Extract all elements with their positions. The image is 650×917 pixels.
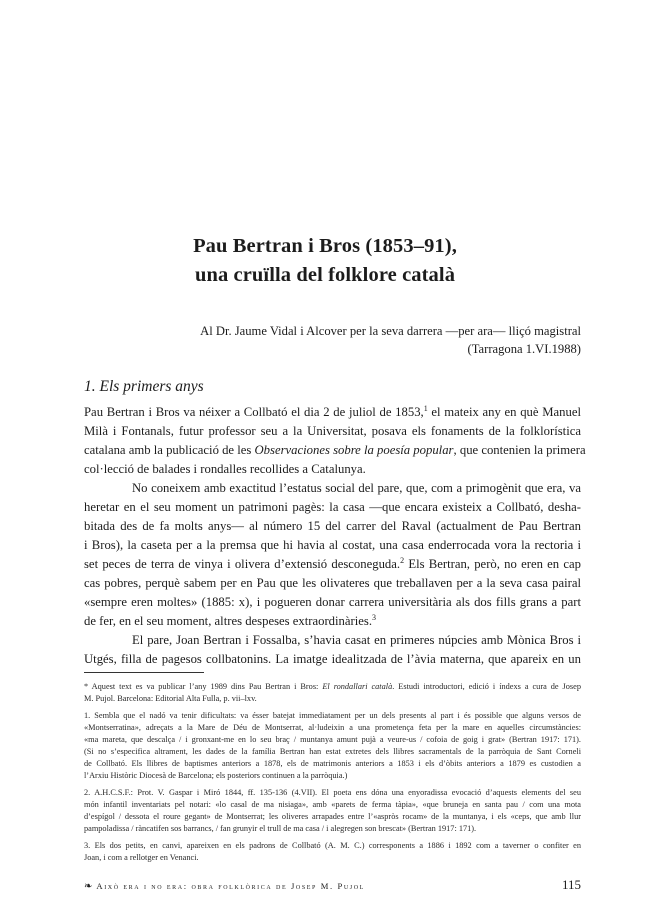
footnote-line: l’Arxiu Històric Diocesà de Barcelona; els posteriors continuen a la parròquia.) (84, 771, 348, 780)
footnote-line: món infantil inventariats pel notari: «lo casal de ma nisiaga», amb «parets de ferma tàpia», «que bruneja en santa pau / com una mota (84, 800, 581, 809)
footnote-line: M. Pujol. Barcelona: Editorial Alta Fulla, p. vii–lxv. (84, 694, 257, 703)
footnote-line: d’espígol / dessota el roure gegant» de Montserrat; les oliveres arrapades entre l’«aspròs rocam» de la muntanya, i els «ceps, que amb llur (84, 812, 581, 821)
footnote-line: pampoladissa / ràncatifen sos barrancs, / fan grunyir el trull de ma casa / i alegregen son brescat» (Bertran 1917: 171). (84, 824, 477, 833)
body-line: cas pobres, perquè sabem per en Pau que les olivateres que treballaven per a la seva casa pairal (84, 576, 581, 590)
footnote-line: 2. A.H.C.S.F.: Prot. V. Gaspar i Miró 1844, ff. 135-136 (4.VII). El poeta ens dóna una enyoradissa evocació d’aquests elements del seu (84, 788, 581, 797)
chapter-title-line-2: una cruïlla del folklore català (194, 264, 456, 286)
footnote-ref: 2 (400, 555, 405, 565)
body-line: set peces de terra de vinya i olivera d’extensió desconeguda.$^2$ Els Bertran, però, no eren en cap (84, 555, 581, 571)
running-footer (84, 880, 365, 893)
footnote-separator (84, 672, 204, 673)
body-line: El pare, Joan Bertran i Fossalba, s’havia casat en primeres núpcies amb Mònica Bros i (132, 633, 581, 647)
body-line: bitada des de fa molts anys— al número 15 del carrer del Raval (actualment de Pau Bertran (84, 519, 581, 533)
body-line: col·lecció de balades i rondalles recollides a Catalunya. (84, 462, 366, 476)
dedication-line-1: Al Dr. Jaume Vidal i Alcover per la seva darrera —per ara— lliçó magistral (200, 324, 581, 338)
footnote-line: «Montserratina», adreçats a la Mare de Déu de Montserrat, al·ludeixin a una prometença feta per la mare en aquelles circumstàncies: (84, 723, 581, 732)
page-number: 115 (561, 877, 581, 892)
footnote-line: 3. Els dos petits, en canvi, apareixen en els padrons de Collbató (A. M. C.) corresponents a 1886 i 1892 com a taverner o confiter en (84, 841, 581, 850)
dedication-line-2: (Tarragona 1.VI.1988) (467, 342, 581, 356)
footnote-line: 1. Sembla que el nadó va tenir dificultats: va ésser batejat immediatament per un dels presents al part i és possible que alguns versos de (84, 711, 581, 720)
body-line: Utgés, filla de pagesos collbatonins. La imatge idealitzada de l’àvia materna, que apareix en un (84, 652, 581, 666)
body-line: heretar en el seu moment un patrimoni pagès: la casa —que encara existeix a Collbató, desha- (84, 500, 581, 514)
footnote-ref: 1 (423, 403, 428, 413)
running-title: Això era i no era: obra folklòrica de Josep M. Pujol (96, 881, 365, 891)
footnote-line: Joan, i com a rellotger en Venanci. (84, 853, 199, 862)
body-line: Milà i Fontanals, futur professor seu a la Universitat, posava els fonaments de la folklorística (84, 424, 581, 438)
chapter-title-line-1: Pau Bertran i Bros (1853–91), (193, 235, 457, 257)
body-line: No coneixem amb exactitud l’estatus social del pare, que, com a primogènit que era, va (132, 481, 581, 495)
body-line: i Bros), la caseta per a la premsa que hi havia al costat, una casa enderrocada vora la rectoria i (84, 538, 581, 552)
body-line: de fer, en el seu moment, altres despeses extraordinàries.$^3$ (84, 612, 377, 628)
leaf-ornament-icon: ❧ (84, 881, 93, 892)
body-line: catalana amb la publicació de les Observaciones sobre la poesía popular, que contenien la primera (84, 443, 586, 457)
body-line: Pau Bertran i Bros va néixer a Collbató el dia 2 de juliol de 1853,$^1$ el mateix any en què Manuel (84, 403, 581, 419)
footnote-ref: 3 (372, 612, 377, 622)
section-heading: 1. Els primers anys (84, 378, 204, 395)
body-line: «sempre eren moltes» (1885: x), i pogueren donar carrera universitària als dos fills grans a part (84, 595, 581, 609)
book-title: Observaciones sobre la poesía popular (254, 443, 454, 457)
footnote-line: (Si no s’especifica altrament, les dades de la família Bertran han estat extretes dels llibres sacramentals de la parròquia de Sant Corneli (84, 747, 581, 756)
footnote-line: * Aquest text es va publicar l’any 1989 dins Pau Bertran i Bros: El rondallari català. Estudi introductori, edició i índexs a cura de Josep (84, 682, 581, 691)
footnote-line: «ma mareta, que descalça / i gronxant-me en lo seu braç / muntanya amunt pujà a veure-us / cofoia de goig i grat» (Bertran 1917: 171). (84, 735, 581, 744)
footnote-line: de Collbató. Els llibres de baptismes anteriors a 1878, els de matrimonis anteriors a 1853 i els d’òbits anteriors a 1879 es custodien a (84, 759, 581, 768)
